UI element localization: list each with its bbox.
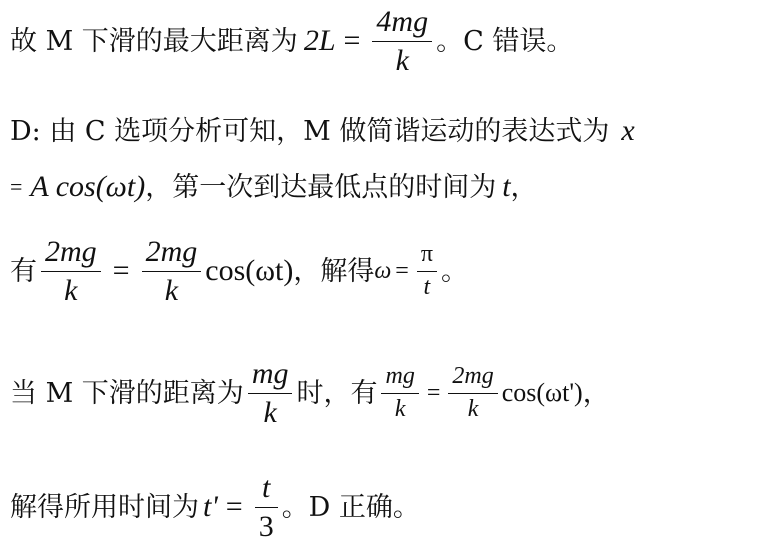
line5-fraction-3 <box>448 364 497 421</box>
line6-text-a: 解得所用时间为 <box>10 491 199 523</box>
line5-frac2-den: k <box>394 395 406 422</box>
line-d-intro <box>10 116 635 146</box>
line-solve-omega <box>10 236 468 306</box>
line4-frac1-den: k <box>64 273 78 307</box>
line3-expr: A cos(ωt) <box>30 170 146 203</box>
line4-frac2-num: 2mg <box>145 235 198 268</box>
line4-fraction-3 <box>417 242 437 299</box>
line4-text-c: 。 <box>440 255 468 287</box>
line5-fraction-2 <box>381 364 418 421</box>
line-expression <box>10 172 538 202</box>
line1-equals: = <box>343 24 361 57</box>
line-result-time <box>10 472 420 542</box>
line1-frac-num: 4mg <box>376 5 429 38</box>
line4-frac2-den: k <box>164 273 179 307</box>
line4-text-a: 有 <box>10 255 37 287</box>
line5-frac1-den: k <box>263 395 277 429</box>
line5-cos: cos(ωt') <box>501 378 583 407</box>
line1-fraction <box>372 6 432 76</box>
line-max-distance <box>10 6 573 76</box>
line5-text-c: ， <box>582 377 610 409</box>
line4-text-b: ，解得 <box>293 255 375 287</box>
line4-frac3-den: t <box>423 273 431 300</box>
line5-equals: = <box>426 380 441 406</box>
line3-equals: = <box>10 174 23 199</box>
line4-equals: = <box>112 254 130 287</box>
line6-lhs: t' <box>203 490 218 523</box>
line1-text-a: 故 M 下滑的最大距离为 <box>10 25 298 57</box>
line1-frac-den: k <box>395 43 409 77</box>
line5-frac3-num: 2mg <box>452 363 494 390</box>
line4-cos: cos(ωt) <box>205 254 294 287</box>
line5-frac3-den: k <box>467 395 479 422</box>
line4-equals-2: = <box>395 258 409 284</box>
line6-equals: = <box>225 490 243 523</box>
line2-text: D: 由 C 选项分析可知，M 做简谐运动的表达式为 <box>10 115 610 147</box>
line4-fraction-2 <box>142 236 202 306</box>
line4-frac1-num: 2mg <box>45 235 97 268</box>
line4-frac3-num: π <box>420 241 433 268</box>
line3-var-t: t <box>502 170 511 203</box>
line6-frac-num: t <box>262 471 271 504</box>
line4-fraction-1 <box>41 236 101 306</box>
line4-omega: ω <box>374 258 392 284</box>
line5-fraction-1 <box>248 358 293 428</box>
line6-fraction <box>255 472 278 542</box>
line6-frac-den: 3 <box>258 509 274 543</box>
line3-text-a: ，第一次到达最低点的时间为 <box>145 171 497 203</box>
line2-var-x: x <box>621 114 635 147</box>
line5-text-a: 当 M 下滑的距离为 <box>10 377 244 409</box>
line1-lhs: 2L <box>303 24 336 57</box>
line5-text-b: 时，有 <box>296 377 378 409</box>
line5-frac2-num: mg <box>385 363 415 390</box>
line3-text-b: ， <box>510 171 538 203</box>
line1-text-b: 。C 错误。 <box>436 25 574 57</box>
line-distance-mg-k <box>10 358 610 428</box>
line6-text-b: 。D 正确。 <box>281 491 420 523</box>
line5-frac1-num: mg <box>251 357 289 390</box>
